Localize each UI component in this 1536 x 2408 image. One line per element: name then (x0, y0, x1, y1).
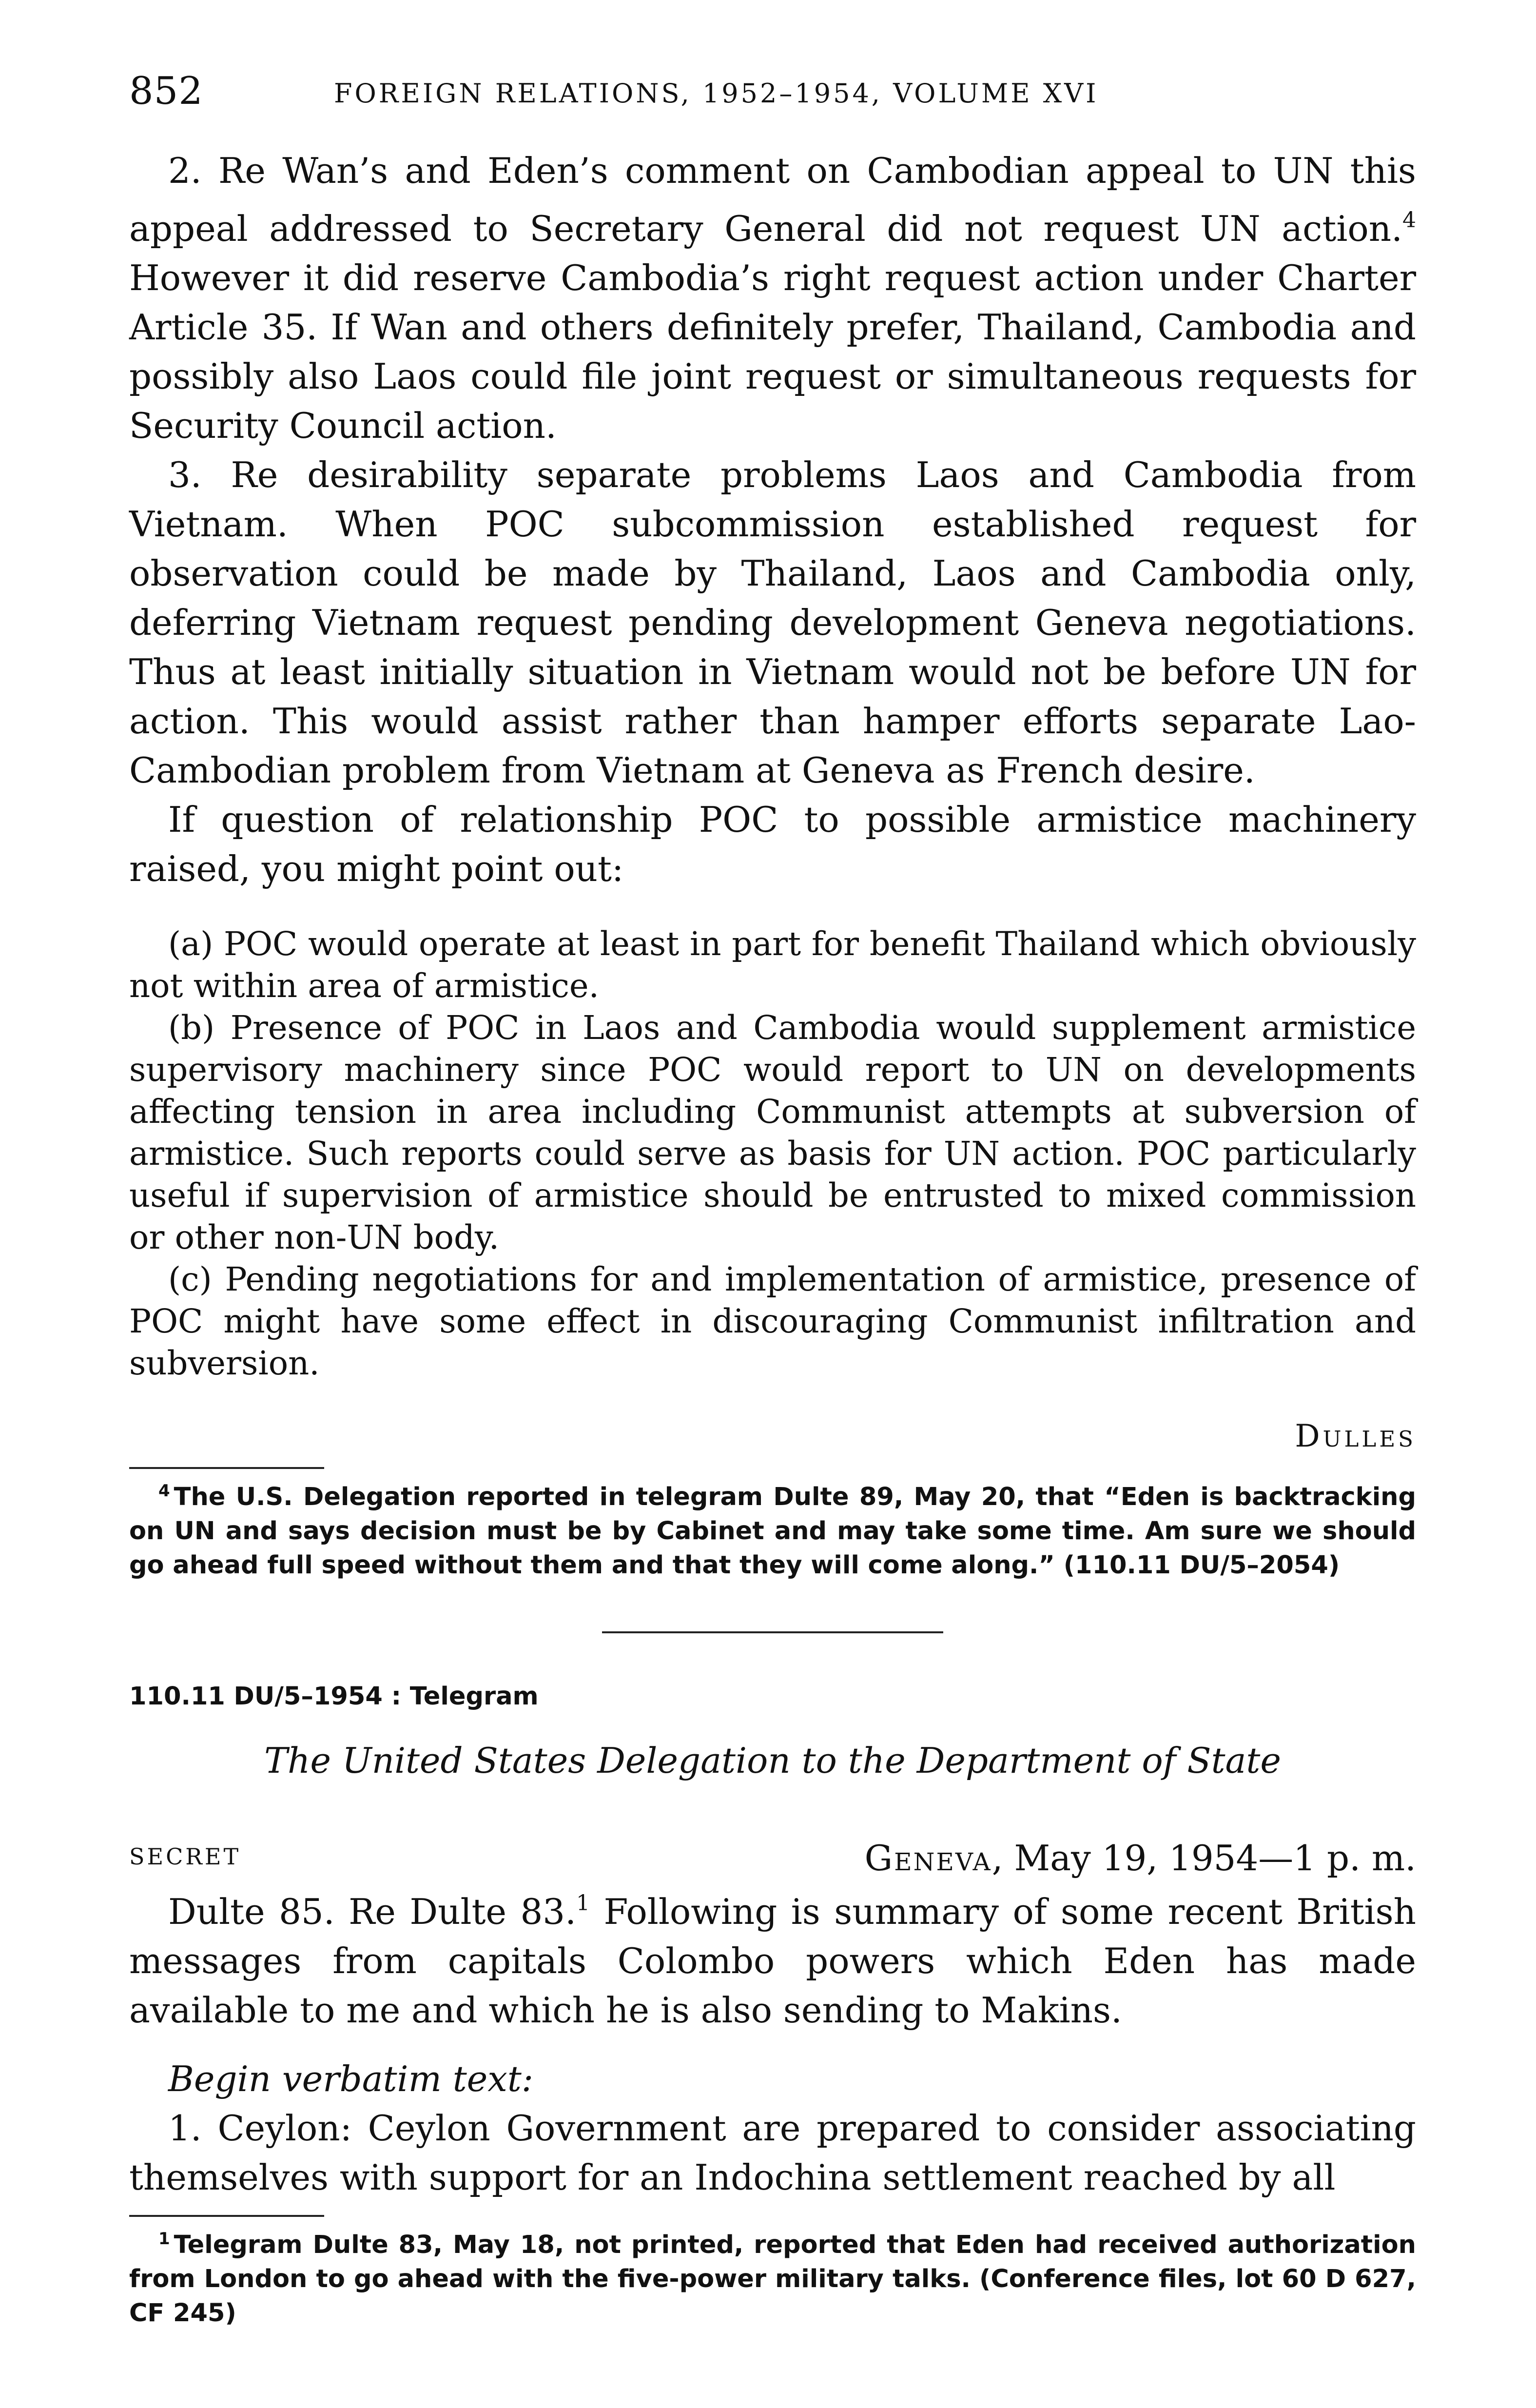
paragraph-2 (129, 146, 1416, 450)
footnote-rule (129, 2215, 324, 2217)
footnote-ref-1: 1 (576, 1891, 590, 1916)
dateline-date: , May 19, 1954—1 p. m. (992, 1838, 1416, 1879)
dateline-row (129, 1825, 1416, 1879)
paragraph-4: If question of relationship POC to possible armistice machinery raised, you might point out: (129, 799, 1416, 889)
running-head: FOREIGN RELATIONS, 1952–1954, VOLUME XVI (334, 78, 1099, 109)
footnote-1 (129, 2222, 1416, 2330)
telegram-paragraph-1-continued: Following is summary of some recent British messages from capitals Colombo powers which Eden has made available to me and which he is also sending to Makins. (129, 1891, 1416, 2031)
signature: Dulles (1295, 1418, 1416, 1454)
paragraph-3: 3. Re desirability separate problems Laos and Cambodia from Vietnam. When POC subcommission established request for observation could be made by Thailand, Laos and Cambodia only, deferring Vietnam request pending development Geneva negotiations. Thus at least initially situation in Vietnam would not be before UN for action. This would assist rather than hamper efforts separate Lao-Cambodian problem from Vietnam at Geneva as French desire. (129, 454, 1416, 791)
dateline-place: Geneva (864, 1838, 992, 1879)
page-body (129, 146, 1416, 2330)
footnote-1-text: Telegram Dulte 83, May 18, not printed, reported that Eden had received authorization from London to go ahead with the five-power military talks. (Conference files, lot 60 D 627, CF 245) (129, 2231, 1416, 2328)
paragraph-2-continued: However it did reserve Cambodia’s right request action under Charter Article 35. If Wan and others definitely prefer, Thailand, Cambodia and possibly also Laos could file joint request or simultaneous requests for Security Council action. (129, 257, 1416, 446)
footnote-rule (129, 1467, 324, 1469)
dateline (865, 1838, 1416, 1879)
list-item-a: (a) POC would operate at least in part for benefit Thailand which obviously not within area of armistice. (129, 925, 1416, 1005)
footnote-4-mark: 4 (158, 1481, 170, 1501)
list-item-b: (b) Presence of POC in Laos and Cambodia would supplement armistice supervisory machinery since POC would report to UN on developments affecting tension in area including Communist attempts at subversion of armistice. Such reports could serve as basis for UN action. POC particularly useful if supervision of armistice should be entrusted to mixed commission or other non-UN body. (129, 1009, 1416, 1256)
footnote-4 (129, 1474, 1416, 1583)
document-title: The United States Delegation to the Department of State (264, 1740, 1281, 1781)
spacer (129, 2035, 1416, 2055)
ceylon-paragraph: 1. Ceylon: Ceylon Government are prepared to consider associating themselves with support for an Indochina settlement reached by all (129, 2108, 1416, 2198)
footnote-ref-4: 4 (1402, 208, 1416, 233)
footnote-4-text: The U.S. Delegation reported in telegram Dulte 89, May 20, that “Eden is backtracking on UN and says decision must be by Cabinet and may take some time. Am sure we should go ahead full speed without them and that they will come along.” (110.11 DU/5–2054) (129, 1483, 1416, 1580)
verbatim-heading: Begin verbatim text: (168, 2058, 534, 2099)
telegram-paragraph-1 (129, 1879, 1416, 2035)
paragraph-2-text: 2. Re Wan’s and Eden’s comment on Cambodian appeal to UN this appeal addressed to Secretary General did not request UN action. (129, 150, 1416, 249)
classification-label: SECRET (129, 1843, 241, 1870)
file-reference: 110.11 DU/5–1954 : Telegram (129, 1682, 539, 1711)
telegram-paragraph-1-text: Dulte 85. Re Dulte 83. (168, 1891, 576, 1932)
list-item-c: (c) Pending negotiations for and implementation of armistice, presence of POC might have some effect in discouraging Communist infiltration and subversion. (129, 1260, 1416, 1382)
section-divider (602, 1631, 943, 1633)
page-number: 852 (129, 69, 203, 113)
spacer (129, 894, 1416, 923)
page-header (129, 69, 1416, 123)
footnote-1-mark: 1 (158, 2229, 170, 2249)
